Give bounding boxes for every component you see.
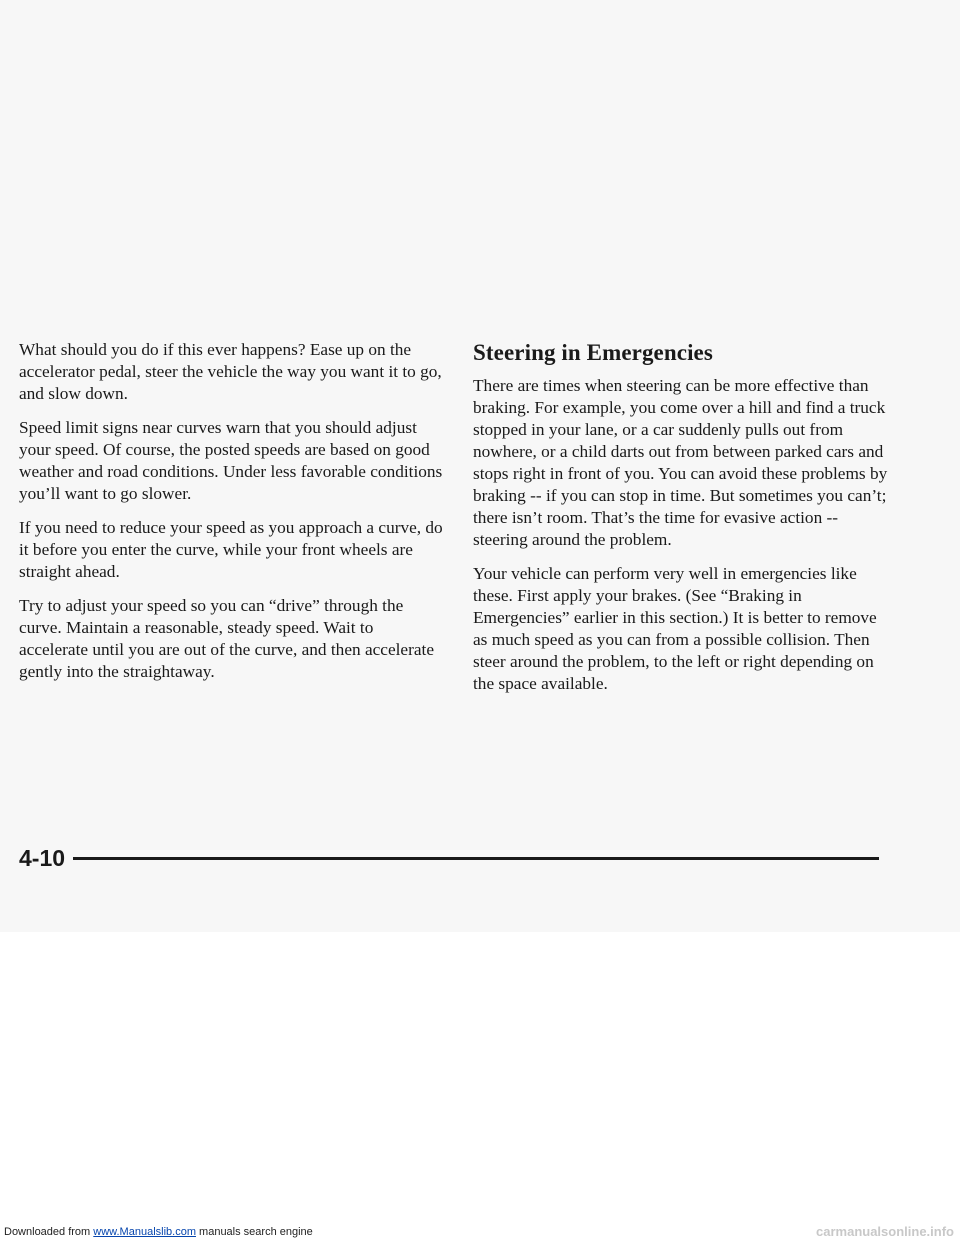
left-paragraph-3: If you need to reduce your speed as you approach a curve, do it before you enter the curve, while your front wheels are straight ahead.	[19, 518, 443, 581]
download-line	[4, 1226, 313, 1238]
section-heading: Steering in Emergencies	[473, 340, 713, 365]
download-suffix: manuals search engine	[195, 1226, 313, 1238]
watermark: carmanualsonline.info	[816, 1224, 954, 1239]
left-paragraph-1: What should you do if this ever happens? Ease up on the accelerator pedal, steer the vehicle the way you want it to go, and slow down.	[19, 340, 442, 403]
right-paragraph-1: There are times when steering can be more effective than braking. For example, you come over a hill and find a truck stopped in your lane, or a car suddenly pulls out from nowhere, or a child darts out from between parked cars and stops right in front of you. You can avoid these problems by braking -- if you can stop in time. But sometimes you can’t; there isn’t room. That’s the time for evasive action -- steering around the problem.	[473, 376, 888, 549]
manualslib-link[interactable]: www.Manualslib.com	[93, 1226, 196, 1238]
right-column	[473, 339, 893, 707]
page-footer	[19, 838, 879, 878]
left-paragraph-2: Speed limit signs near curves warn that you should adjust your speed. Of course, the posted speeds are based on good weather and road conditions. Under less favorable conditions you’ll want to go slower.	[19, 418, 443, 503]
footer-rule	[73, 857, 879, 860]
left-column	[19, 339, 444, 695]
left-paragraph-4: Try to adjust your speed so you can “drive” through the curve. Maintain a reasonable, steady speed. Wait to accelerate until you are out of the curve, and then accelerate gently into the straightaway.	[19, 596, 434, 681]
download-prefix: Downloaded from	[4, 1226, 94, 1238]
page-number: 4-10	[19, 844, 66, 871]
right-paragraph-2: Your vehicle can perform very well in emergencies like these. First apply your brakes. (See “Braking in Emergencies” earlier in this section.) It is better to remove as much speed as you can from a possible collision. Then steer around the problem, to the left or right depending on the space available.	[473, 564, 877, 693]
